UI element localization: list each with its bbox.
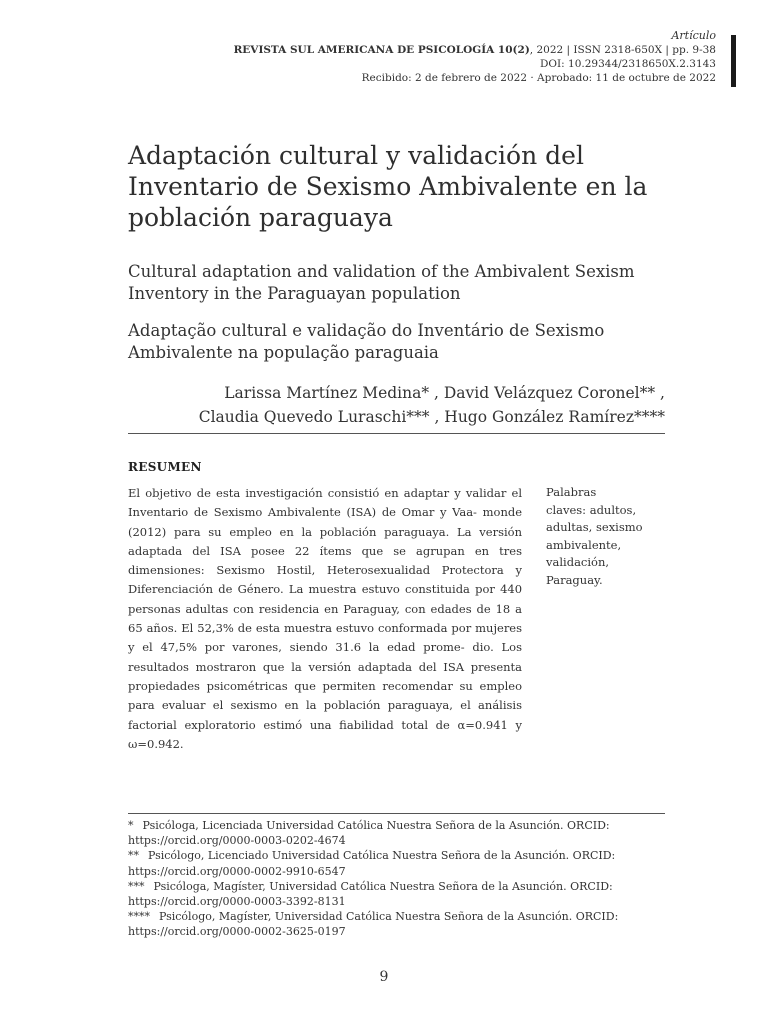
- keyword-line: claves: adultos,: [546, 502, 637, 517]
- abstract-line: α=0.941 y ω=0.942.: [128, 717, 522, 751]
- title-line: Adaptação cultural e validação do Inventário de Sexismo: [128, 321, 605, 340]
- footnote: [128, 909, 665, 939]
- footnote-marker: ***: [128, 879, 145, 893]
- abstract-line: dio. Los resultados mostraron que la versión adaptada del ISA: [128, 640, 523, 674]
- title-line: población paraguaya: [128, 203, 393, 232]
- abstract-line: versión adaptada del ISA posee 22 ítems que se agrupan en tres: [128, 524, 522, 558]
- footnote: [128, 848, 665, 878]
- journal-name: REVISTA SUL AMERICANA DE PSICOLOGÍA 10(2): [233, 44, 530, 56]
- abstract-line: presenta propiedades psicométricas que permiten recomendar: [128, 659, 523, 693]
- footnote: [128, 879, 665, 909]
- title-line: Inventario de Sexismo Ambivalente en la: [128, 172, 648, 201]
- keyword-line: ambivalente,: [546, 537, 622, 552]
- journal-line: [156, 43, 716, 57]
- author-divider: [128, 433, 665, 434]
- title-line: Ambivalente na população paraguaia: [128, 343, 439, 362]
- abstract-body: [128, 484, 522, 754]
- section-label: Artículo: [671, 29, 716, 42]
- title-line: Cultural adaptation and validation of the Ambivalent Sexism: [128, 262, 635, 281]
- keyword-line: adultas, sexismo: [546, 520, 643, 535]
- abstract-line: El objetivo de esta investigación consistió en adaptar y validar: [128, 486, 507, 500]
- abstract-line: el análisis factorial exploratorio estimó una fiabilidad total de: [128, 698, 523, 732]
- author-line: Larissa Martínez Medina* , David Velázquez Coronel** ,: [224, 384, 665, 402]
- footnote-text: Psicólogo, Magíster, Universidad Católica Nuestra Señora de la Asunción. ORCID:: [159, 910, 619, 924]
- title-english: [128, 261, 668, 305]
- header-accent-bar: [731, 35, 736, 87]
- abstract-heading: RESUMEN: [128, 460, 202, 474]
- abstract-line: 440 personas adultas con residencia en Paraguay, con edades: [128, 582, 523, 616]
- footnote-marker: ****: [128, 910, 150, 924]
- abstract-line: Diferenciación de Género. La muestra estuvo constituida por: [128, 582, 495, 597]
- received-approved-dates: Recibido: 2 de febrero de 2022 · Aprobado: 11 de octubre de 2022: [361, 72, 716, 84]
- footnote-text: Psicóloga, Magíster, Universidad Católica Nuestra Señora de la Asunción. ORCID:: [153, 879, 613, 893]
- footnote-text: Psicóloga, Licenciada Universidad Católica Nuestra Señora de la Asunción. ORCID:: [142, 819, 610, 832]
- abstract-line: por mujeres y el 47,5% por varones, siendo 31.6 la edad prome-: [128, 621, 523, 655]
- abstract-line: monde (2012) para su empleo en la población paraguaya. La: [128, 505, 523, 539]
- footnote-text: Psicólogo, Licenciado Universidad Católica Nuestra Señora de la Asunción. ORCID:: [148, 849, 616, 863]
- orcid-link[interactable]: https://orcid.org/0000-0002-3625-0197: [128, 925, 346, 939]
- page-number: 9: [379, 969, 389, 985]
- footnote-marker: *: [128, 819, 134, 832]
- keyword-line: Paraguay.: [546, 572, 603, 587]
- title-line: Adaptación cultural y validación del: [128, 141, 584, 170]
- title-line: Inventory in the Paraguayan population: [128, 284, 461, 303]
- abstract-line: su empleo para evaluar el sexismo en la población paraguaya,: [128, 678, 522, 713]
- orcid-link[interactable]: https://orcid.org/0000-0003-3392-8131: [128, 895, 346, 909]
- author-list: [105, 381, 665, 429]
- article-header: [156, 29, 716, 85]
- orcid-link[interactable]: https://orcid.org/0000-0003-0202-4674: [128, 834, 346, 848]
- title-portuguese: [128, 320, 668, 364]
- abstract-line: el Inventario de Sexismo Ambivalente (ISA) de Omar y Vaa-: [128, 486, 523, 520]
- footnote: [128, 818, 665, 848]
- author-line: Claudia Quevedo Luraschi*** , Hugo González Ramírez****: [198, 408, 665, 426]
- doi: DOI: 10.29344/2318650X.2.3143: [539, 58, 716, 70]
- abstract-line: dimensiones: Sexismo Hostil, Heterosexualidad Protectora y: [128, 563, 522, 578]
- footnote-marker: **: [128, 849, 139, 863]
- abstract-line: de 18 a 65 años. El 52,3% de esta muestra estuvo conformada: [128, 601, 522, 636]
- keywords: [546, 484, 656, 590]
- title-spanish: [128, 140, 668, 233]
- keyword-line: validación,: [546, 555, 610, 570]
- keyword-line: Palabras: [546, 485, 597, 499]
- footnotes: [128, 818, 665, 940]
- orcid-link[interactable]: https://orcid.org/0000-0002-9910-6547: [128, 864, 346, 878]
- journal-issue-info: , 2022 | ISSN 2318-650X | pp. 9-38: [529, 44, 716, 56]
- footnote-divider: [128, 813, 665, 814]
